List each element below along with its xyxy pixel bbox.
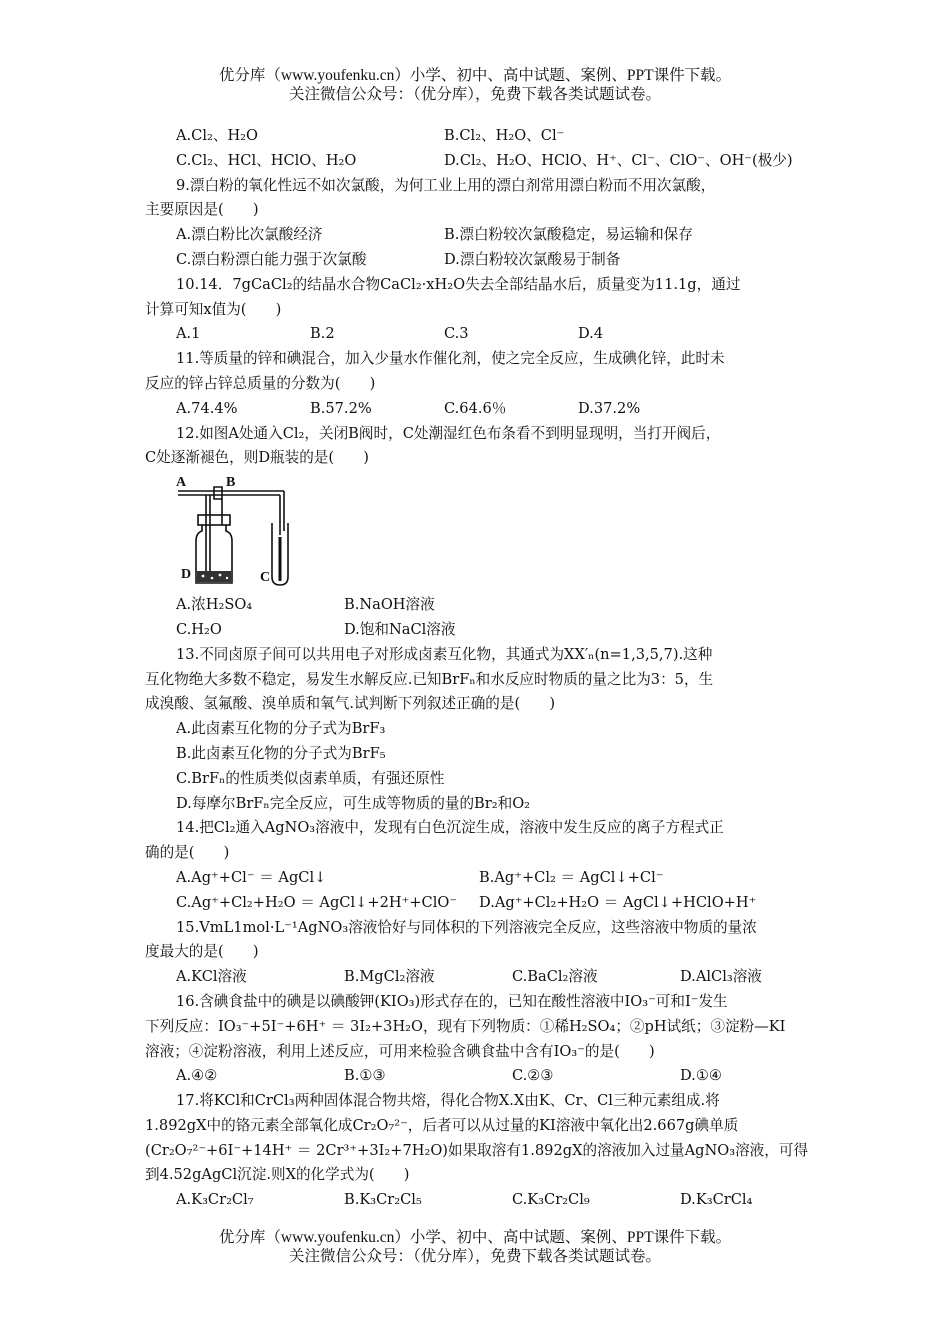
q9-option-b: B.漂白粉较次氯酸稳定，易运输和保存 bbox=[444, 226, 693, 244]
q10-option-c: C.3 bbox=[444, 325, 469, 343]
q11-stem-line2: 反应的锌占锌总质量的分数为( ) bbox=[145, 374, 376, 392]
q16-stem-line2: 下列反应：IO₃⁻+5I⁻+6H⁺ ＝ 3I₂+3H₂O，现有下列物质：①稀H₂SO₄；②pH试纸；③淀粉—KI bbox=[145, 1017, 786, 1035]
q8-option-c: C.Cl₂、HCl、HClO、H₂O bbox=[176, 151, 357, 169]
q9-option-c: C.漂白粉漂白能力强于次氯酸 bbox=[176, 250, 367, 268]
q12-option-b: B.NaOH溶液 bbox=[344, 596, 435, 614]
q8-option-d: D.Cl₂、H₂O、HClO、H⁺、Cl⁻、ClO⁻、OH⁻(极少) bbox=[444, 151, 793, 169]
q16-options bbox=[145, 1064, 815, 1089]
q9-options-row2 bbox=[145, 248, 815, 273]
q11-option-c: C.64.6％ bbox=[444, 399, 507, 417]
q12-apparatus-figure bbox=[145, 471, 815, 593]
q15-stem-line2: 度最大的是( ) bbox=[145, 943, 259, 961]
question-body bbox=[145, 124, 815, 1213]
q15-stem-line1: 15.VmL1mol·L⁻¹AgNO₃溶液恰好与同体积的下列溶液完全反应，这些溶液中物质的量浓 bbox=[176, 918, 757, 936]
label-c: C bbox=[260, 570, 271, 586]
q11-option-a: A.74.4% bbox=[176, 399, 238, 417]
q13-stem-line3: 成溴酸、氢氟酸、溴单质和氧气.试判断下列叙述正确的是( ) bbox=[145, 695, 556, 713]
page-header bbox=[0, 66, 950, 104]
q14-option-a: A.Ag⁺+Cl⁻ ＝ AgCl↓ bbox=[176, 868, 327, 886]
q13-option-c: C.BrFₙ的性质类似卤素单质，有强还原性 bbox=[176, 769, 445, 787]
q9-options-row1 bbox=[145, 223, 815, 248]
bottle-stopper bbox=[198, 515, 230, 525]
q14-option-d: D.Ag⁺+Cl₂+H₂O ＝ AgCl↓+HClO+H⁺ bbox=[479, 893, 757, 911]
q13-stem-line2: 互化物绝大多数不稳定，易发生水解反应.已知BrFₙ和水反应时物质的量之比为3：5，生 bbox=[145, 670, 714, 688]
q9-stem-line2: 主要原因是( ) bbox=[145, 201, 259, 219]
q17-stem-line1: 17.将KCl和CrCl₃两种固体混合物共熔，得化合物X.X由K、Cr、Cl三种元素组成.将 bbox=[176, 1092, 720, 1110]
q17-option-a: A.K₃Cr₂Cl₇ bbox=[176, 1191, 254, 1209]
q11-option-d: D.37.2% bbox=[578, 399, 641, 417]
q8-options-row2 bbox=[145, 149, 815, 174]
label-b: B bbox=[226, 477, 236, 491]
footer-line-2: 关注微信公众号：（优分库），免费下载各类试题试卷。 bbox=[288, 1248, 661, 1265]
q16-option-b: B.①③ bbox=[344, 1067, 386, 1085]
q9-option-d: D.漂白粉较次氯酸易于制备 bbox=[444, 250, 621, 268]
q10-stem-line2: 计算可知x值为( ) bbox=[145, 300, 282, 318]
valve-b bbox=[214, 487, 222, 499]
q14-options-row1 bbox=[145, 866, 815, 891]
q12-option-c: C.H₂O bbox=[176, 620, 222, 638]
q16-option-c: C.②③ bbox=[512, 1067, 554, 1085]
q16-stem-line3: 溶液；④淀粉溶液，利用上述反应，可用来检验含碘食盐中含有IO₃⁻的是( ) bbox=[145, 1042, 655, 1060]
q9-option-a: A.漂白粉比次氯酸经济 bbox=[176, 226, 323, 244]
q17-stem-line3: (Cr₂O₇²⁻+6I⁻+14H⁺ ＝ 2Cr³⁺+3I₂+7H₂O)如果取溶有1.892gX的溶液加入过量AgNO₃溶液，可得 bbox=[145, 1141, 809, 1159]
q17-option-b: B.K₃Cr₂Cl₅ bbox=[344, 1191, 422, 1209]
q16-stem-line1: 16.含碘食盐中的碘是以碘酸钾(KIO₃)形式存在的，已知在酸性溶液中IO₃⁻可和I⁻发生 bbox=[176, 992, 728, 1010]
q13-stem-line1: 13.不同卤原子间可以共用电子对形成卤素互化物，其通式为XX′ₙ(n=1,3,5,7).这种 bbox=[176, 645, 713, 663]
q12-options-row1 bbox=[145, 593, 815, 618]
q10-option-d: D.4 bbox=[578, 325, 604, 343]
q12-options-row2 bbox=[145, 618, 815, 643]
q8-option-a: A.Cl₂、H₂O bbox=[176, 127, 258, 144]
q15-option-c: C.BaCl₂溶液 bbox=[512, 968, 598, 986]
page-footer bbox=[0, 1228, 950, 1266]
q14-option-b: B.Ag⁺+Cl₂ ＝ AgCl↓+Cl⁻ bbox=[479, 868, 664, 886]
q14-options-row2 bbox=[145, 891, 815, 916]
q10-option-a: A.1 bbox=[176, 325, 201, 343]
q11-option-b: B.57.2% bbox=[310, 399, 372, 417]
q10-stem-line1: 10.14．7gCaCl₂的结晶水合物CaCl₂·xH₂O失去全部结晶水后，质量变为11.1g，通过 bbox=[176, 275, 741, 293]
q17-stem-line4: 到4.52gAgCl沉淀.则X的化学式为( ) bbox=[145, 1166, 410, 1184]
q13-option-d: D.每摩尔BrFₙ完全反应，可生成等物质的量的Br₂和O₂ bbox=[176, 794, 531, 812]
q10-options bbox=[145, 322, 815, 347]
header-line-2: 关注微信公众号：（优分库），免费下载各类试题试卷。 bbox=[288, 86, 661, 103]
q8-option-b: B.Cl₂、H₂O、Cl⁻ bbox=[444, 127, 565, 144]
q14-stem-line1: 14.把Cl₂通入AgNO₃溶液中，发现有白色沉淀生成，溶液中发生反应的离子方程式正 bbox=[176, 819, 724, 837]
q15-option-b: B.MgCl₂溶液 bbox=[344, 968, 435, 986]
header-line-1: 优分库（www.youfenku.cn）小学、初中、高中试题、案例、PPT课件下载。 bbox=[218, 67, 732, 84]
q10-option-b: B.2 bbox=[310, 325, 335, 343]
q16-option-d: D.①④ bbox=[680, 1067, 722, 1085]
q14-stem-line2: 确的是( ) bbox=[145, 844, 230, 862]
label-a: A bbox=[176, 477, 187, 491]
gas-bottle-diagram bbox=[176, 477, 296, 589]
q12-stem-line1: 12.如图A处通入Cl₂，关闭B阀时，C处潮湿红色布条看不到明显现明，当打开阀后， bbox=[176, 424, 721, 442]
q13-option-a: A.此卤素互化物的分子式为BrF₃ bbox=[176, 720, 386, 738]
q12-stem-line2: C处逐渐褪色，则D瓶装的是( ) bbox=[145, 449, 369, 467]
q11-options bbox=[145, 397, 815, 422]
q17-stem-line2: 1.892gX中的铬元素全部氧化成Cr₂O₇²⁻，后者可以从过量的KI溶液中氧化出2.667g碘单质 bbox=[145, 1116, 739, 1134]
q16-option-a: A.④② bbox=[176, 1067, 218, 1085]
q15-options bbox=[145, 965, 815, 990]
q12-option-a: A.浓H₂SO₄ bbox=[176, 596, 253, 614]
q17-options bbox=[145, 1188, 815, 1213]
q15-option-a: A.KCl溶液 bbox=[176, 968, 247, 986]
q15-option-d: D.AlCl₃溶液 bbox=[680, 968, 762, 986]
q9-stem-line1: 9.漂白粉的氧化性远不如次氯酸，为何工业上用的漂白剂常用漂白粉而不用次氯酸， bbox=[176, 176, 716, 194]
q17-option-c: C.K₃Cr₂Cl₉ bbox=[512, 1191, 590, 1209]
label-d: D bbox=[181, 567, 192, 583]
q14-option-c: C.Ag⁺+Cl₂+H₂O ＝ AgCl↓+2H⁺+ClO⁻ bbox=[176, 893, 458, 911]
q17-option-d: D.K₃CrCl₄ bbox=[680, 1191, 753, 1209]
q8-options-row1 bbox=[145, 124, 815, 149]
q13-option-b: B.此卤素互化物的分子式为BrF₅ bbox=[176, 744, 386, 762]
q12-option-d: D.饱和NaCl溶液 bbox=[344, 620, 456, 638]
footer-line-1: 优分库（www.youfenku.cn）小学、初中、高中试题、案例、PPT课件下载。 bbox=[218, 1229, 732, 1246]
q11-stem-line1: 11.等质量的锌和碘混合，加入少量水作催化剂，使之完全反应，生成碘化锌，此时未 bbox=[176, 350, 725, 368]
